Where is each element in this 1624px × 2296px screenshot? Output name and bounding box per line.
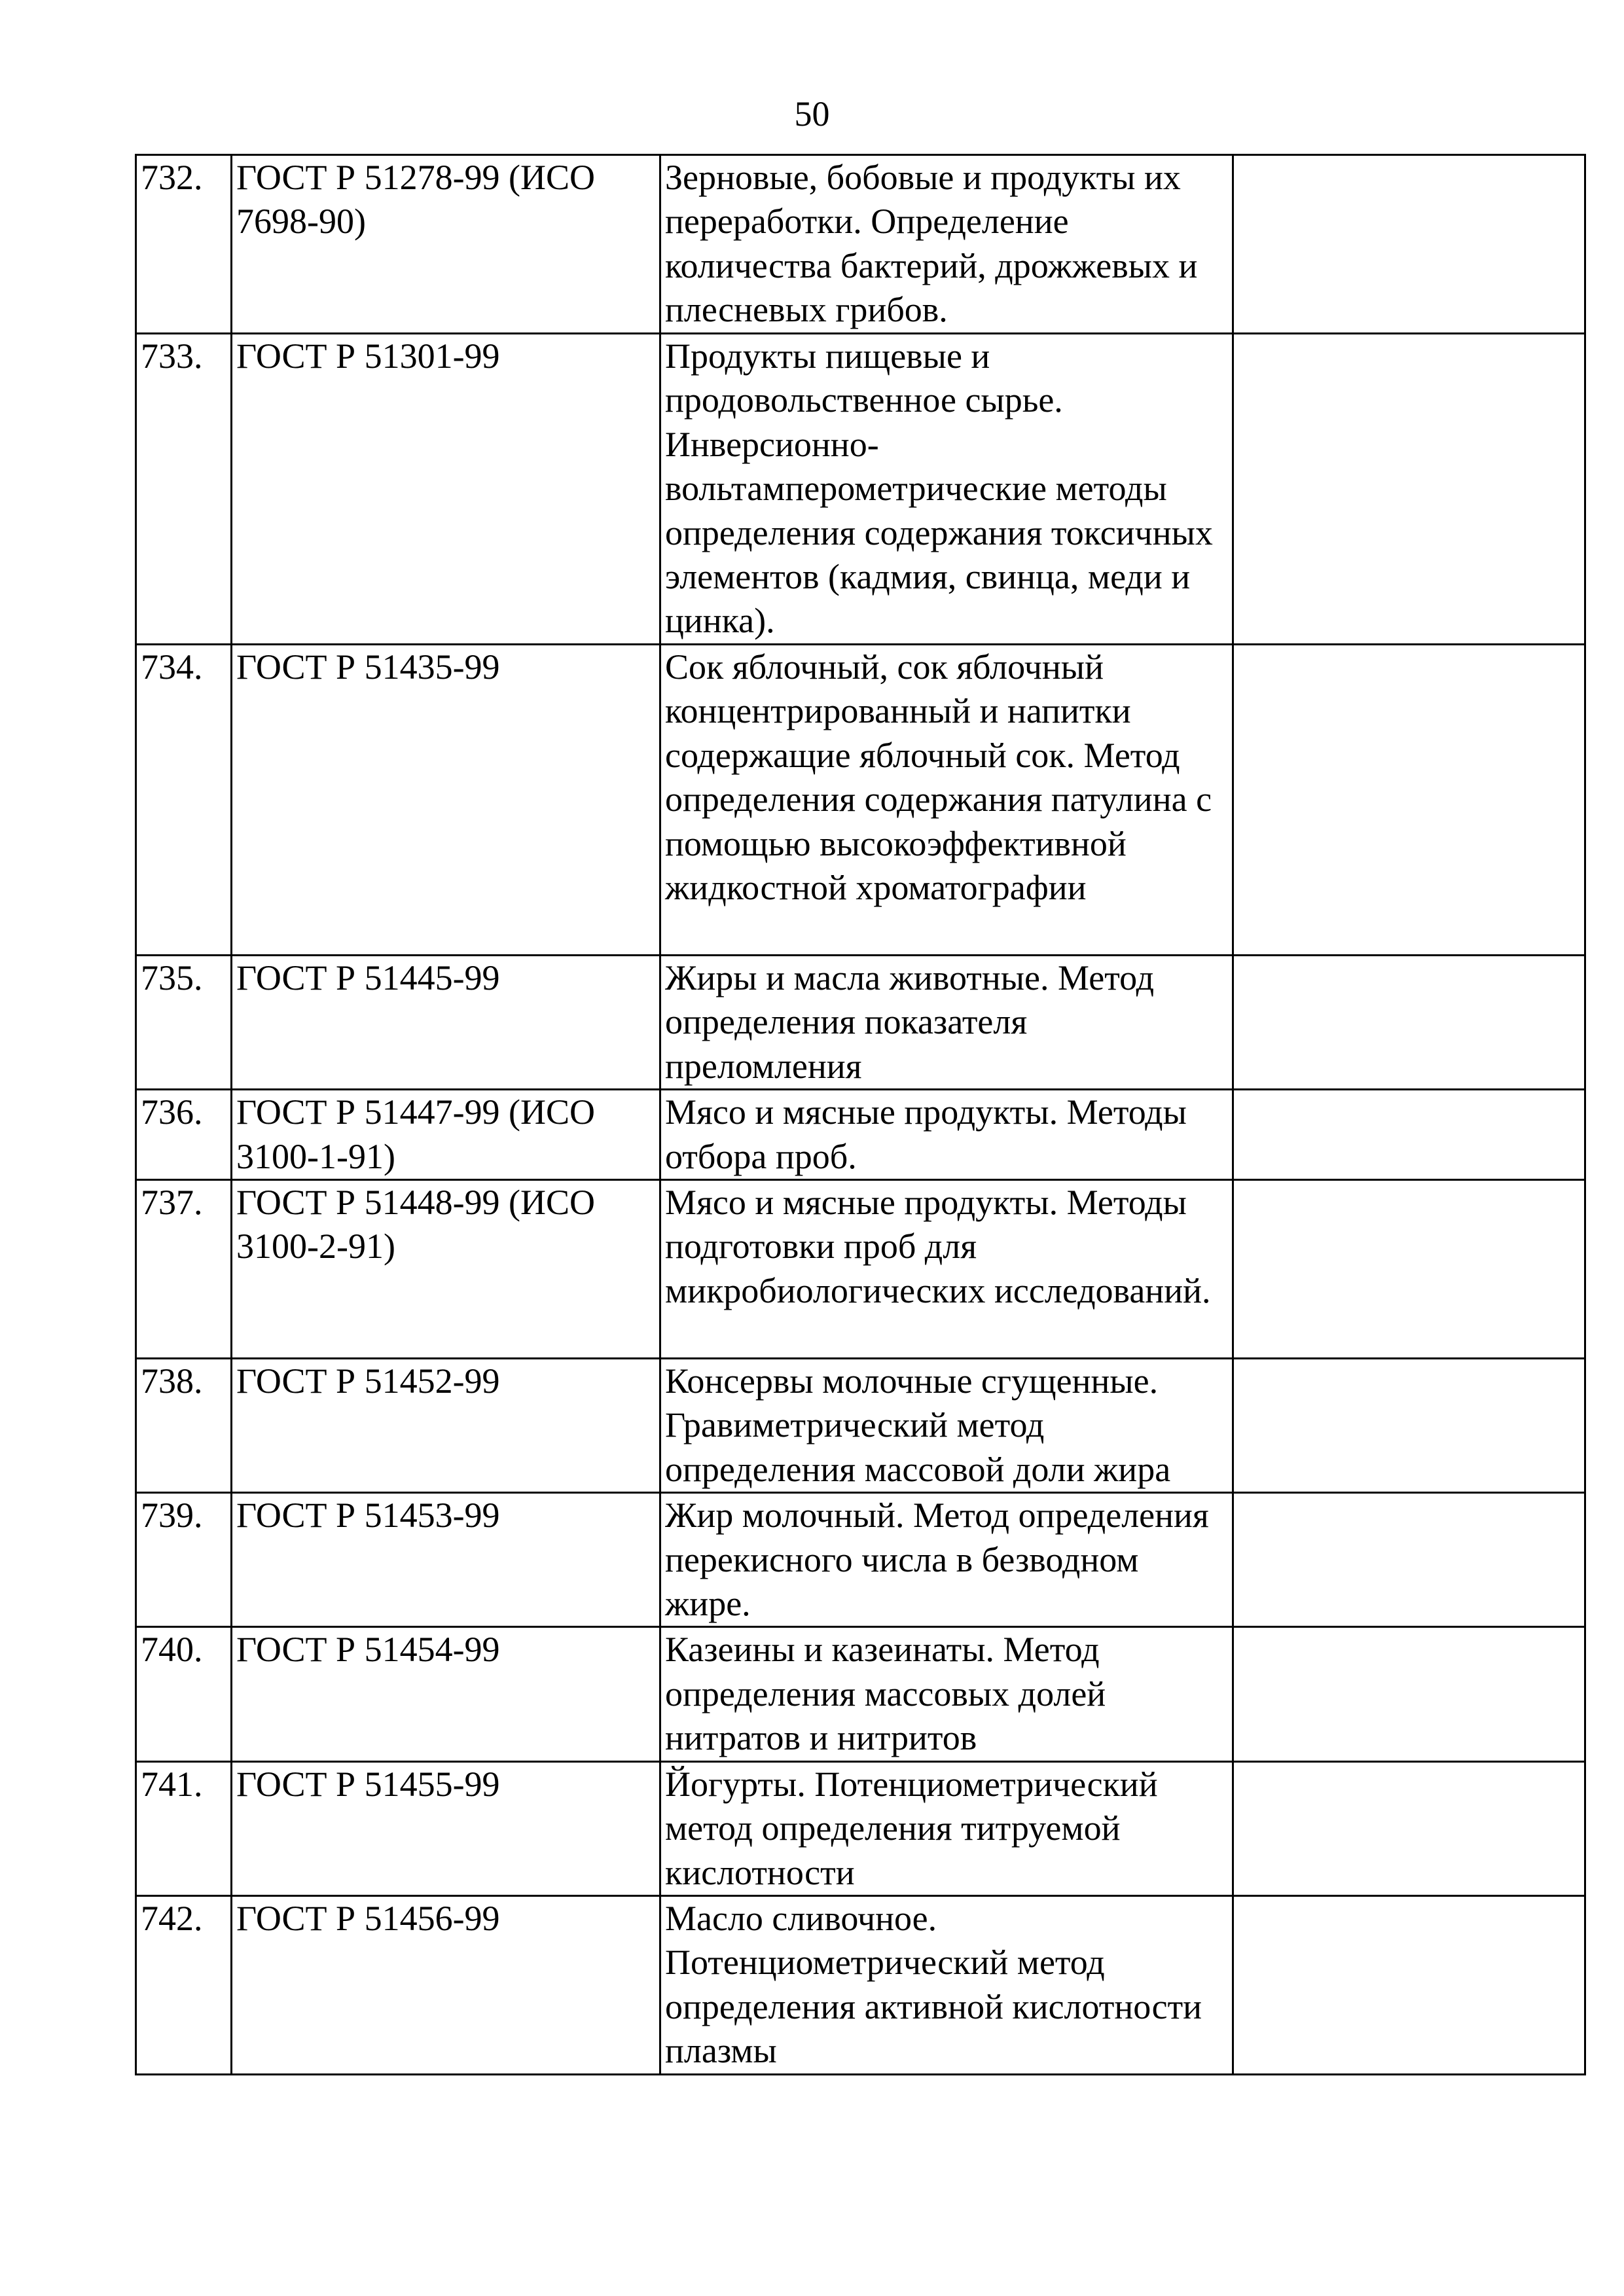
standard-title: Масло сливочное. Потенциометрический метод определения активной кислотности плазмы (660, 1895, 1233, 2074)
table-row (136, 956, 1585, 1090)
page-number: 50 (794, 94, 830, 134)
table-row (136, 1895, 1585, 2074)
note-cell (1233, 1359, 1585, 1493)
table-row (136, 1359, 1585, 1493)
note-cell (1233, 1895, 1585, 2074)
standard-code: ГОСТ Р 51448-99 (ИСО 3100-2-91) (232, 1180, 660, 1359)
row-number: 732. (136, 155, 232, 334)
standard-title: Консервы молочные сгущенные. Гравиметрический метод определения массовой доли жира (660, 1359, 1233, 1493)
standard-code: ГОСТ Р 51453-99 (232, 1493, 660, 1627)
standard-title: Продукты пищевые и продовольственное сырье. Инверсионно-вольтамперометрические методы определения содержания токсичных элементов (кадмия, свинца, меди и цинка). (660, 334, 1233, 645)
note-cell (1233, 155, 1585, 334)
row-number: 740. (136, 1627, 232, 1761)
note-cell (1233, 1090, 1585, 1180)
standard-code: ГОСТ Р 51455-99 (232, 1761, 660, 1895)
row-number: 741. (136, 1761, 232, 1895)
standards-table (135, 154, 1586, 2075)
standard-title: Сок яблочный, сок яблочный концентрированный и напитки содержащие яблочный сок. Метод определения содержания патулина с помощью высокоэффективной жидкостной хроматографии (660, 645, 1233, 956)
table-row (136, 1090, 1585, 1180)
standard-title: Жиры и масла животные. Метод определения показателя преломления (660, 956, 1233, 1090)
row-number: 739. (136, 1493, 232, 1627)
note-cell (1233, 1761, 1585, 1895)
note-cell (1233, 1627, 1585, 1761)
table-row (136, 155, 1585, 334)
row-number: 736. (136, 1090, 232, 1180)
standard-code: ГОСТ Р 51435-99 (232, 645, 660, 956)
standard-code: ГОСТ Р 51452-99 (232, 1359, 660, 1493)
standard-title: Зерновые, бобовые и продукты их переработки. Определение количества бактерий, дрожжевых и плесневых грибов. (660, 155, 1233, 334)
note-cell (1233, 1180, 1585, 1359)
table-row (136, 1761, 1585, 1895)
standard-code: ГОСТ Р 51445-99 (232, 956, 660, 1090)
table-row (136, 1493, 1585, 1627)
table-row (136, 1627, 1585, 1761)
row-number: 735. (136, 956, 232, 1090)
note-cell (1233, 956, 1585, 1090)
row-number: 734. (136, 645, 232, 956)
table-row (136, 334, 1585, 645)
row-number: 742. (136, 1895, 232, 2074)
standard-code: ГОСТ Р 51447-99 (ИСО 3100-1-91) (232, 1090, 660, 1180)
row-number: 733. (136, 334, 232, 645)
standard-title: Казеины и казеинаты. Метод определения массовых долей нитратов и нитритов (660, 1627, 1233, 1761)
standard-code: ГОСТ Р 51301-99 (232, 334, 660, 645)
row-number: 737. (136, 1180, 232, 1359)
standard-code: ГОСТ Р 51454-99 (232, 1627, 660, 1761)
table-row (136, 645, 1585, 956)
standard-title: Мясо и мясные продукты. Методы отбора проб. (660, 1090, 1233, 1180)
row-number: 738. (136, 1359, 232, 1493)
standard-code: ГОСТ Р 51456-99 (232, 1895, 660, 2074)
note-cell (1233, 334, 1585, 645)
standard-title: Мясо и мясные продукты. Методы подготовки проб для микробиологических исследований. (660, 1180, 1233, 1359)
note-cell (1233, 1493, 1585, 1627)
table-row (136, 1180, 1585, 1359)
standard-code: ГОСТ Р 51278-99 (ИСО 7698-90) (232, 155, 660, 334)
note-cell (1233, 645, 1585, 956)
standard-title: Жир молочный. Метод определения перекисного числа в безводном жире. (660, 1493, 1233, 1627)
standard-title: Йогурты. Потенциометрический метод определения титруемой кислотности (660, 1761, 1233, 1895)
